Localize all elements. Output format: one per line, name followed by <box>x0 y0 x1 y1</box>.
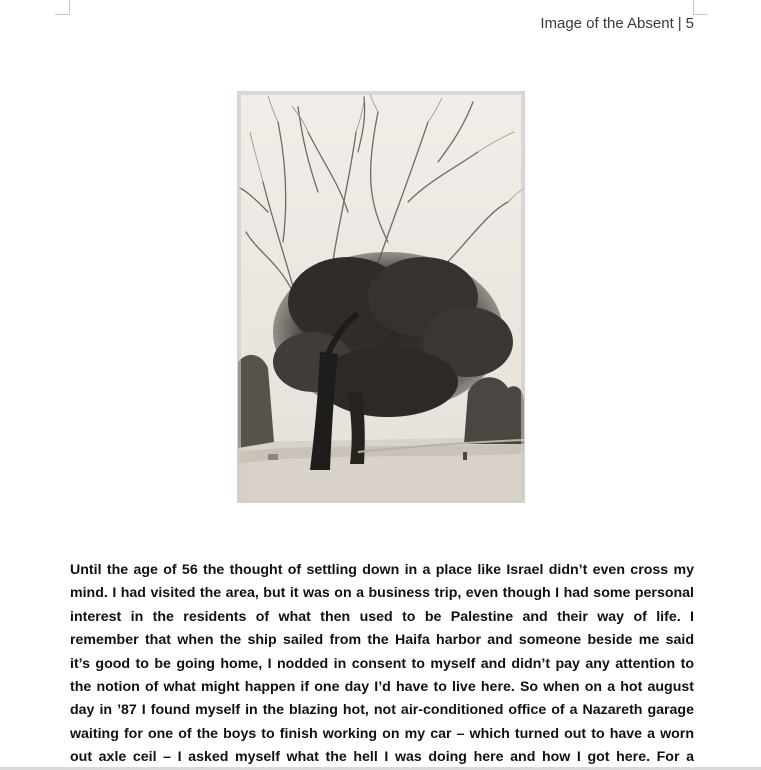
paragraph-line: remember that when the ship sailed from the Haifa harbor and someone beside me said <box>70 632 694 649</box>
paragraph-line: Until the age of 56 the thought of settling down in a place like Israel didn’t even cross my <box>70 562 694 578</box>
tree-photograph <box>238 92 524 502</box>
paragraph-line: waiting for one of the boys to finish working on my car – which turned out to have a worn <box>70 725 694 742</box>
paragraph-line: the notion of what might happen if one day I’d have to live here. So when on a hot august <box>70 679 694 696</box>
paragraph-line: interest in the residents of what then used to be Palestine and their way of life. I <box>70 608 694 625</box>
page-number: 5 <box>685 15 694 32</box>
header-separator: | <box>677 15 682 32</box>
page-corner-mark-left <box>55 0 70 15</box>
paragraph-line: day in ’87 I found myself in the blazing hot, not air-conditioned office of a Nazareth garage <box>70 702 694 719</box>
paragraph-line: out axle ceil – I asked myself what the hell I was doing here and how I got here. For a <box>70 749 694 766</box>
paragraph-line: mind. I had visited the area, but it was on a business trip, even though I had some personal <box>70 585 694 602</box>
body-paragraph <box>70 559 694 770</box>
header-title: Image of the Absent <box>540 15 674 32</box>
running-header <box>540 15 694 32</box>
paragraph-line: it’s good to be going home, I nodded in consent to myself and didn’t pay any attention to <box>70 655 694 672</box>
tree-photograph-drawing <box>238 92 524 502</box>
page-corner-mark-right <box>693 0 708 15</box>
